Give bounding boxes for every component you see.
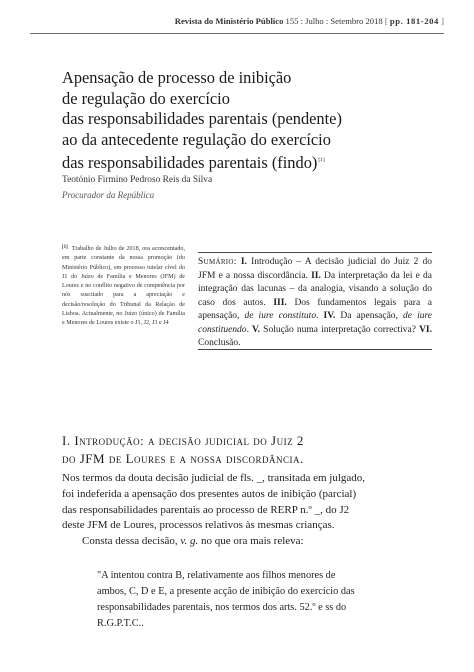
title-line: Apensação de processo de inibição [62,68,292,87]
footnote [62,243,185,329]
summary-item: Da apensação, [335,311,404,321]
summary-item: Da interpretação da lei e da integração das lacunas – da analogia, visando a solução do caso dos autos. [198,270,432,308]
summary-punct: . [246,324,253,335]
header-bar-left: [ [384,16,388,26]
summary-label: Sumário: [198,257,237,267]
section-heading [62,432,392,467]
title-line: de regulação do exercício [62,88,230,108]
summary-rule-top [198,252,432,253]
author-name: Teotónio Firmino Pedroso Reis da Silva [62,175,213,185]
author-role: Procurador da República [62,190,155,200]
summary-item: Conclusão. [198,338,241,348]
block-quote [97,568,387,632]
section-heading-line: I. Introdução: a decisão judicial do Juiz 2 [62,433,304,448]
quote-line: responsabilidades parentais, nos termos dos arts. 52.º e ss do [97,602,347,613]
section-heading-line: do JFM de Loures e a nossa discordância. [62,450,304,466]
summary-rule-bottom [198,349,432,350]
summary-item: Solução numa interpretação correctiva? [260,324,420,335]
summary-num: IV. [323,311,336,321]
body-text-part: no que ora mais releva: [198,535,304,548]
header-bar-right: ] [441,16,444,26]
body-abbrev: v. g. [180,535,199,548]
page-range: pp. 181-204 [389,16,439,26]
title-line [62,150,392,174]
summary-item: Dos fundamentos legais para a apensação, [198,297,432,321]
body-line [62,534,408,550]
footnote-ref[interactable]: [1] [318,157,325,163]
summary-num: II. [311,270,321,281]
footnote-mark: [1] [62,245,68,250]
body-text [62,471,408,550]
summary-latin: de iure constituto [244,311,317,321]
quote-line: ambos, C, D e E, a presente acção de inibição do exercício das [97,586,355,597]
body-text-part: Consta dessa decisão, [82,535,181,548]
journal-issue: 155 : Julho : Setembro 2018 [283,16,385,26]
body-line: foi indeferida a apensação dos presentes autos de inibição (parcial) [62,487,357,500]
summary-num: III. [273,297,287,308]
body-line: Nos termos da douta decisão judicial de fls. _, transitada em julgado, [62,472,366,484]
title-line: das responsabilidades parentais (pendente) [62,109,342,128]
summary-num: V. [252,324,261,335]
summary [198,256,432,351]
journal-name: Revista do Ministério Público [174,16,284,26]
quote-line: R.G.P.T.C.. [97,618,144,629]
body-line: deste JFM de Loures, processos relativos às mesmas crianças. [62,519,335,532]
footnote-text: Trabalho de Julho de 2018, ora acrescentado, em parte constante da nossa promoção (do Ministério Público), em processo tutelar cível do J1 do Juízo de Família e Menores (JFM) de Loures e no conflito negativo de competência por nós suscitado para a apreciação e decisão/resolução do Tribunal da Relação de Lisboa. Actualmente, no Juízo (único) de Família e Menores de Loures existe o J1, J2, J3 e J4 [62,246,185,327]
article-title [62,68,392,174]
summary-punct: . [316,311,324,321]
summary-latin: de iure constituendo [198,311,433,335]
summary-num: VI. [419,324,432,335]
header-rule [30,33,444,34]
summary-item: Introdução – A decisão judicial do Juiz 2 do JFM e a nossa discordância. [198,257,433,281]
title-line-text: das responsabilidades parentais (findo) [62,153,318,172]
body-line: das responsabilidades parentais ao processo de RERP n.º _, do J2 [62,503,350,516]
running-header [175,16,444,26]
summary-num: I. [240,257,247,267]
title-line: ao da antecedente regulação do exercício [62,129,331,149]
quote-line: "A intentou contra B, relativamente aos filhos menores de [97,570,336,581]
